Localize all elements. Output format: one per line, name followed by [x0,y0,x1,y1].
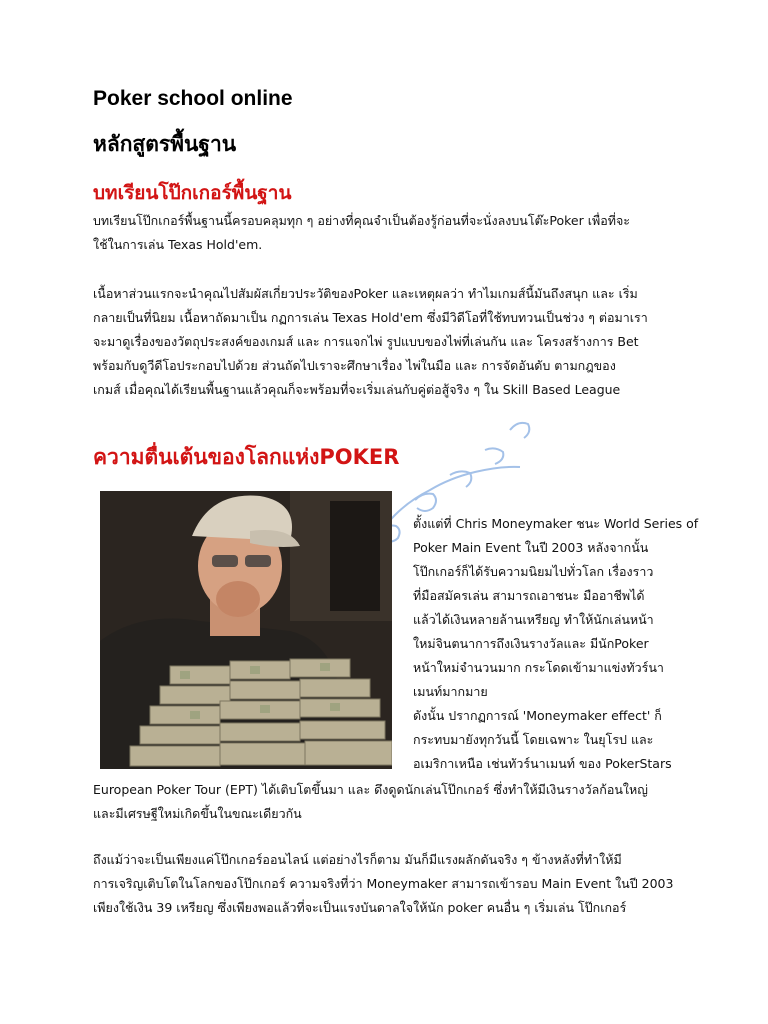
online-poker-paragraph [93,848,693,920]
paragraph-line: จะมาดูเรื่องของวัตถุประสงค์ของเกมส์ และ การแจกไพ่ รูปแบบของไพ่ที่เล่นกัน และ โครงสร้างการ Bet [93,334,639,349]
paragraph-line: เนื้อหาส่วนแรกจะนำคุณไปสัมผัสเกี่ยวประวัติของPoker และเหตุผลว่า ทำไมเกมส์นี้มันถึงสนุก และ เริ่ม [93,286,638,301]
paragraph-line: ที่มือสมัครเล่น สามารถเอาชนะ มืออาชีพได้ [413,588,645,603]
paragraph-line: แล้วได้เงินหลายล้านเหรียญ ทำให้นักเล่นหน้า [413,612,654,627]
paragraph-line: กระทบมายังทุกวันนี้ โดยเฉพาะ ในยุโรป และ [413,732,654,747]
excitement-heading: ความตื่นเต้นของโลกแห่งPOKER [93,445,400,469]
content-paragraph [93,282,693,402]
paragraph-line: Poker Main Event ในปี 2003 หลังจากนั้น [413,540,649,555]
paragraph-line: ใหม่จินตนาการถึงเงินรางวัลและ มีนักPoker [413,636,649,651]
intro-paragraph [93,209,693,257]
poker-player-photo [100,491,392,769]
paragraph-line: โป๊กเกอร์ก็ได้รับความนิยมไปทั่วโลก เรื่องราว [413,564,654,579]
paragraph-line: หน้าใหม่จำนวนมาก กระโดดเข้ามาแข่งทัวร์นา [413,660,664,675]
paragraph-line: European Poker Tour (EPT) ได้เติบโตขึ้นมา และ ดึงดูดนักเล่นโป๊กเกอร์ ซึ่งทำให้มีเงินรางวัลก้อนใหญ่ [93,782,648,797]
page-subtitle: หลักสูตรพื้นฐาน [93,133,237,156]
paragraph-line: ถึงแม้ว่าจะเป็นเพียงแค่โป๊กเกอร์ออนไลน์ แต่อย่างไรก็ตาม มันก็มีแรงผลักดันจริง ๆ ข้างหลังที่ทำให้มี [93,852,622,867]
ept-paragraph [93,778,693,826]
paragraph-line: และมีเศรษฐีใหม่เกิดขึ้นในขณะเดียวกัน [93,806,302,821]
paragraph-line: เกมส์ เมื่อคุณได้เรียนพื้นฐานแล้วคุณก็จะพร้อมที่จะเริ่มเล่นกับคู่ต่อสู้จริง ๆ ใน Skill Based League [93,382,621,397]
lesson-heading: บทเรียนโป๊กเกอร์พื้นฐาน [93,182,292,204]
paragraph-line: ใช้ในการเล่น Texas Hold'em. [93,237,263,252]
paragraph-line: ตั้งแต่ที่ Chris Moneymaker ชนะ World Series of [413,516,699,531]
page-title: Poker school online [93,87,293,110]
paragraph-line: บทเรียนโป๊กเกอร์พื้นฐานนี้ครอบคลุมทุก ๆ อย่างที่คุณจำเป็นต้องรู้ก่อนที่จะนั่งลงบนโต๊ะPoker เพื่อที่จะ [93,213,631,228]
paragraph-line: เพียงใช้เงิน 39 เหรียญ ซึ่งเพียงพอแล้วที่จะเป็นแรงบันดาลใจให้นัก poker คนอื่น ๆ เริ่มเล่น โป๊กเกอร์ [93,900,627,915]
story-paragraph [413,512,699,776]
paragraph-line: กลายเป็นที่นิยม เนื้อหาถัดมาเป็น กฏการเล่น Texas Hold'em ซึ่งมีวิดีโอที่ใช้ทบทวนเป็นช่วง ๆ ต่อมาเรา [93,310,648,325]
paragraph-line: เมนท์มากมาย [413,684,488,699]
paragraph-line: การเจริญเติบโตในโลกของโป๊กเกอร์ ความจริงที่ว่า Moneymaker สามารถเข้ารอบ Main Event ในปี 2003 [93,876,674,891]
paragraph-line: อเมริกาเหนือ เช่นทัวร์นาเมนท์ ของ PokerStars [413,756,672,771]
paragraph-line: พร้อมกับดูวีดีโอประกอบไปด้วย ส่วนถัดไปเราจะศึกษาเรื่อง ไพ่ในมือ และ การจัดอันดับ ตามกฎของ [93,358,616,373]
paragraph-line: ดังนั้น ปรากฏการณ์ 'Moneymaker effect' ก็ [413,708,662,723]
